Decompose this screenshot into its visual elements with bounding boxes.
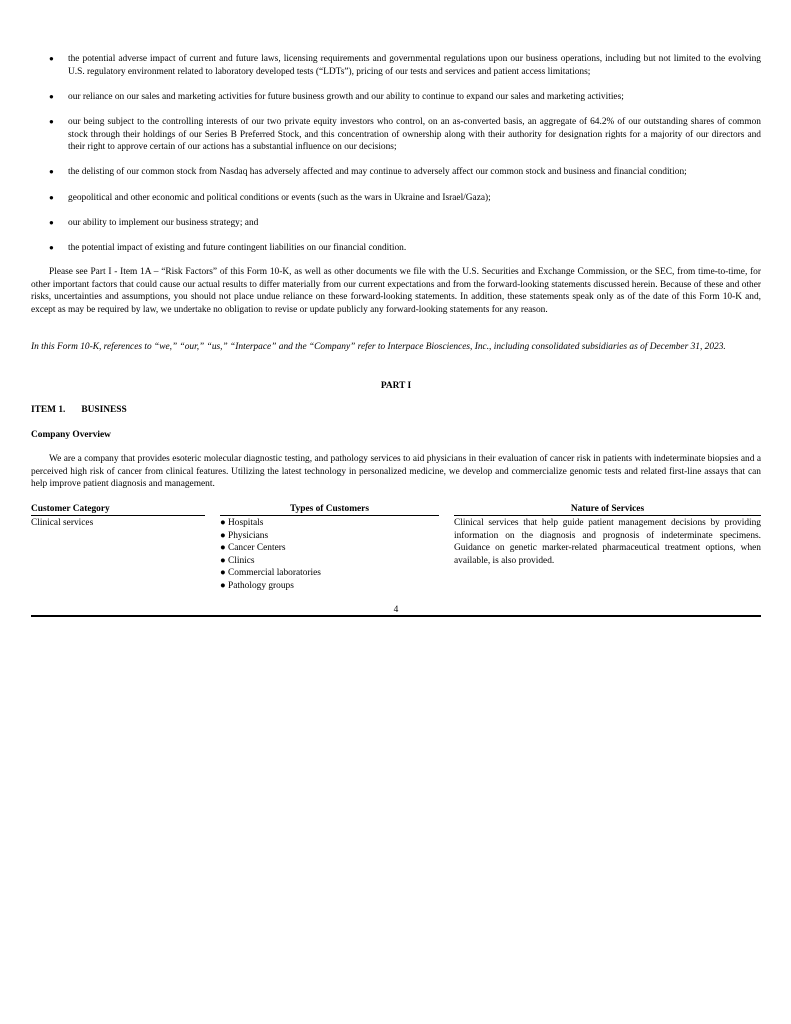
bullet-item [31, 217, 761, 230]
bullet-icon: ● [49, 91, 54, 101]
bullet-item [31, 166, 761, 179]
table-cell-category: Clinical services [31, 518, 94, 528]
table-header-category: Customer Category [31, 503, 205, 516]
table-cell-customers [220, 517, 439, 593]
table-cell-services: Clinical services that help guide patient management decisions by providing information on the diagnosis and prognosis of indeterminate specimens. Guidance on genetic marker-related pharmaceutical treatment options, when available, is also provided. [454, 518, 761, 566]
bullet-icon: ● [49, 192, 54, 202]
bullet-item [31, 91, 761, 104]
bullet-icon: ● [49, 116, 54, 126]
item-number: ITEM 1. [31, 405, 66, 415]
item-heading [31, 404, 127, 417]
bullet-text: the potential impact of existing and future contingent liabilities on our financial condition. [68, 242, 407, 253]
bullet-text: geopolitical and other economic and political conditions or events (such as the wars in Ukraine and Israel/Gaza); [68, 192, 491, 203]
bullet-icon: ● [49, 54, 54, 63]
risk-factors-paragraph: Please see Part I - Item 1A – “Risk Factors” of this Form 10-K, as well as other documents we file with the U.S. Securities and Exchange Commission, or the SEC, from time-to-time, for other important factors that could cause our actual results to differ materially from our current expectations and from the forward-looking statements discussed herein. Because of these and other risks, uncertainties and assumptions, you should not place undue reliance on these forward-looking statements. In addition, these statements speak only as of the date of this Form 10-K and, except as may be required by law, we undertake no obligation to revise or update publicly any forward-looking statements for any reason. [31, 267, 761, 315]
bullet-icon: ● [49, 242, 54, 252]
list-item: ● Pathology groups [220, 580, 294, 591]
list-item: ● Cancer Centers [220, 543, 286, 554]
bullet-text: our reliance on our sales and marketing activities for future business growth and our ability to continue to expand our sales and marketing activities; [68, 91, 624, 102]
section-heading: Company Overview [31, 430, 111, 440]
bullet-icon: ● [49, 217, 54, 227]
overview-paragraph: We are a company that provides esoteric molecular diagnostic testing, and pathology services to aid physicians in their evaluation of cancer risk in patients with indeterminate biopsies and a perceived high risk of cancer from clinical features. Utilizing the latest technology in personalized medicine, we develop and commercialize genomic tests and related first-line assays that can help improve patient diagnosis and management. [31, 454, 761, 490]
bullet-icon: ● [49, 167, 54, 177]
list-item: ● Commercial laboratories [220, 568, 321, 579]
definitions-paragraph: In this Form 10-K, references to “we,” “our,” “us,” “Interpace” and the “Company” refer to Interpace Biosciences, Inc., including consolidated subsidiaries as of December 31, 2023. [31, 342, 726, 352]
list-item: ● Hospitals [220, 518, 264, 528]
table-header-services: Nature of Services [454, 503, 761, 516]
list-item: ● Clinics [220, 555, 255, 566]
page-number: 4 [393, 605, 399, 615]
bullet-item [31, 116, 761, 154]
bullet-item [31, 192, 761, 205]
bullet-text: the delisting of our common stock from Nasdaq has adversely affected and may continue to adversely affect our common stock and business and financial condition; [68, 167, 687, 178]
bullet-text: our being subject to the controlling interests of our two private equity investors who control, on an as-converted basis, an aggregate of 64.2% of our outstanding shares of common stock through their holdings of our Series B Preferred Stock, and this concentration of ownership along with their authority for designation rights for a majority of our directors and their right to approve certain of our actions has a substantial influence on our decisions; [68, 116, 761, 153]
table-header-customers: Types of Customers [220, 503, 439, 516]
page-divider [31, 615, 761, 617]
bullet-text: the potential adverse impact of current and future laws, licensing requirements and governmental regulations upon our business operations, including but not limited to the evolving U.S. regulatory environment related to laboratory developed tests (“LDTs”), pricing of our tests and services and patient access limitations; [68, 54, 761, 77]
list-item: ● Physicians [220, 530, 269, 541]
item-title: BUSINESS [81, 405, 127, 415]
bullet-item [31, 53, 761, 78]
bullet-item [31, 242, 761, 255]
risk-bullet-list [31, 53, 761, 267]
part-heading: PART I [380, 381, 412, 391]
bullet-text: our ability to implement our business strategy; and [68, 217, 259, 228]
